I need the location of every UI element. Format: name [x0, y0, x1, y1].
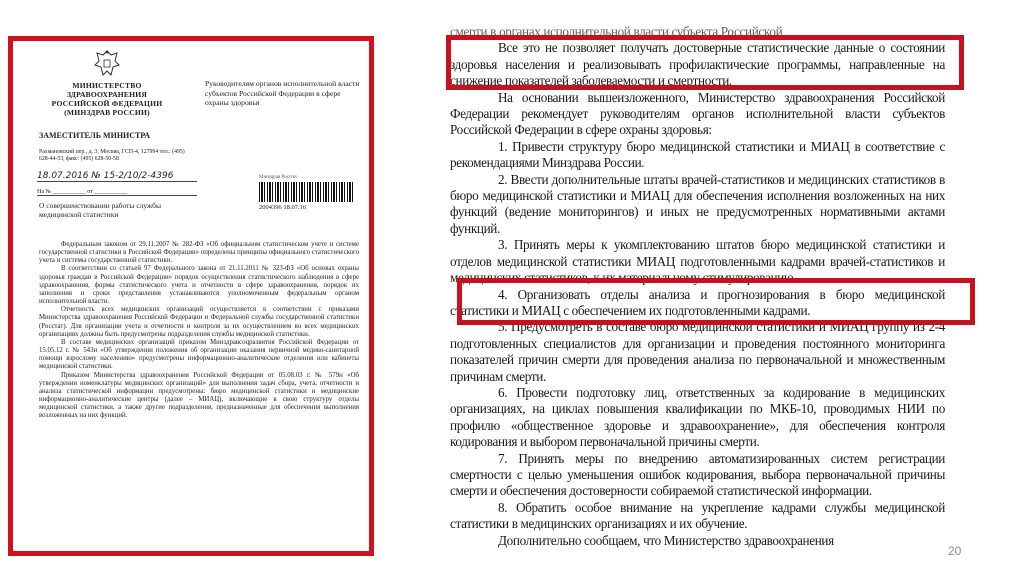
paragraph: Приказом Министерства здравоохранения Российской Федерации от 05.08.03 г. № 579н «Об утверждении номенклатуры медицинских организаций» для выполнения задач сбора, учета, отчетности и анализа статистической информации предусмотрены: бюро медицинской статистики и медицинские информационно-аналитические центры (далее – МИАЦ), включающие в свою структуру отделы медицинской статистики, а также другие подразделения, предназначенные для обеспечения выполнения возложенных на них функций. — [39, 371, 359, 420]
addressee-block: Руководителям органов исполнительной власти субъектов Российской Федерации в сфере охраны здоровья — [205, 79, 360, 107]
highlight-frame — [446, 35, 964, 90]
highlight-frame — [457, 278, 975, 325]
ministry-line: (МИНЗДРАВ РОССИИ) — [64, 108, 150, 117]
letter-subject: О совершенствовании работы службы медицинской статистики — [39, 201, 161, 219]
ministry-address: Рахмановский пер., д. 3, Москва, ГСП-4, 127994 тел.: (495) 628-44-53, факс: (495) 628-50-58 — [39, 149, 185, 162]
left-document-page — [8, 36, 374, 556]
paragraph: 8. Обратить особое внимание на укрепление кадрами службы медицинской статистики в медицинских организациях и их обучение. — [450, 499, 945, 532]
paragraph: 7. Принять меры по внедрению автоматизированных систем регистрации смертности с целью уменьшения ошибок кодирования, выбора первоначальной причины смерти и обеспечения достоверности собираемой статистической информации. — [450, 450, 945, 499]
paragraph: 2. Ввести дополнительные штаты врачей-статистиков и медицинских статистиков в бюро медицинской статистики и МИАЦ для обеспечения исполнения возложенных на них функций (ведение мониторингов) и иных не предусмотренных нормативными актами функций. — [450, 171, 945, 236]
paragraph: 6. Провести подготовку лиц, ответственных за кодирование в медицинских организациях, на циклах повышения квалификации по МКБ-10, проводимых НИИ по профилю «общественное здоровье и здравоохранение», для обеспечения контроля кодирования и выбором первоначальной причины смерти. — [450, 384, 945, 450]
paragraph: Федеральным законом от 29.11.2007 № 282-ФЗ «Об официальном статистическом учете и системе государственной статистики в Российской Федерации» определены принципы официального статистического учета и системы государственной статистики. — [39, 241, 359, 265]
ministry-line: МИНИСТЕРСТВО — [72, 81, 142, 90]
barcode-icon — [259, 182, 355, 202]
paragraph: 1. Привести структуру бюро медицинской статистики и МИАЦ в соответствие с рекомендациями Минздрава России. — [450, 138, 945, 171]
partial-line-bottom: Дополнительно сообщаем, что Министерство здравоохранения — [498, 532, 834, 548]
ministry-line: РОССИЙСКОЙ ФЕДЕРАЦИИ — [51, 99, 163, 108]
ministry-header — [37, 81, 177, 117]
left-document-body — [39, 241, 359, 420]
deputy-minister-title: ЗАМЕСТИТЕЛЬ МИНИСТРА — [39, 131, 151, 140]
paragraph: Все это не позволяет получать достоверные статистические данные о состоянии здоровья населения и реализовывать профилактические программы, направленные на снижение показателей заболеваемости и смертности. — [450, 40, 945, 89]
reference-line: На № ___________ от ___________ — [37, 189, 197, 196]
slide-number: 20 — [948, 544, 962, 558]
barcode-number: 2004396 18.07.16 — [259, 204, 307, 211]
registration-barcode — [259, 175, 363, 211]
paragraph: 4. Организовать отделы анализа и прогнозирования в бюро медицинской статистики и МИАЦ с обеспечением их подготовленными кадрами. — [450, 286, 945, 318]
document-date-number: 18.07.2016 № 15-2/10/2-4396 — [37, 171, 197, 182]
coat-of-arms-icon — [93, 49, 121, 79]
ministry-line: ЗДРАВООХРАНЕНИЯ — [66, 90, 148, 99]
paragraph: 3. Принять меры к укомплектованию штатов бюро медицинской статистики и отделов медицинской статистики МИАЦ подготовленными кадрами врачей-статистиков и медицинских статистиков, к их материальному стимулированию. — [450, 237, 945, 286]
paragraph: Отчетность всех медицинских организаций осуществляется в соответствии с приказами Министерства здравоохранения Российской Федерации и Федеральной службы государственной статистики (Росстат). Для организации учета и отчетности и контроля за их осуществлением во всех медицинских организациях должны быть предусмотрены подразделения службы медицинской статистики. — [39, 306, 359, 338]
paragraph: 5. Предусмотреть в составе бюро медицинской статистики и МИАЦ группу из 2-4 подготовленных специалистов для организации и проведения постоянного мониторинга показателей причин смерти для проведения анализа по первоначальной и множественным причинам смерти. — [450, 319, 945, 384]
paragraph: В соответствии со статьей 97 Федерального закона от 21.11.2011 № 323-ФЗ «Об основах охраны здоровья граждан в Российской Федерации» порядок осуществления статистического наблюдения в сфере здравоохранения, формы статистического учета и отчетности в сфере здравоохранения, порядок их заполнения и сроки представления устанавливаются уполномоченным федеральным органом исполнительной власти. — [39, 265, 359, 306]
barcode-label: Минздрав России — [259, 175, 297, 180]
paragraph: В составе медицинских организаций приказом Минздравсоцразвития Российской Федерации от 15.05.12 г. № 543н «Об утверждении положения об организации оказания первичной медико-санитарной помощи взрослому населению» предусмотрены информационно-аналитические отделения или кабинеты медицинской статистики. — [39, 338, 359, 371]
partial-line-top: смерти в органах исполнительной власти субъекта Российской — [450, 24, 783, 39]
paragraph: На основании вышеизложенного, Министерство здравоохранения Российской Федерации рекомендует руководителям органов исполнительной власти субъектов Российской Федерации в сфере охраны здоровья: — [450, 89, 945, 138]
